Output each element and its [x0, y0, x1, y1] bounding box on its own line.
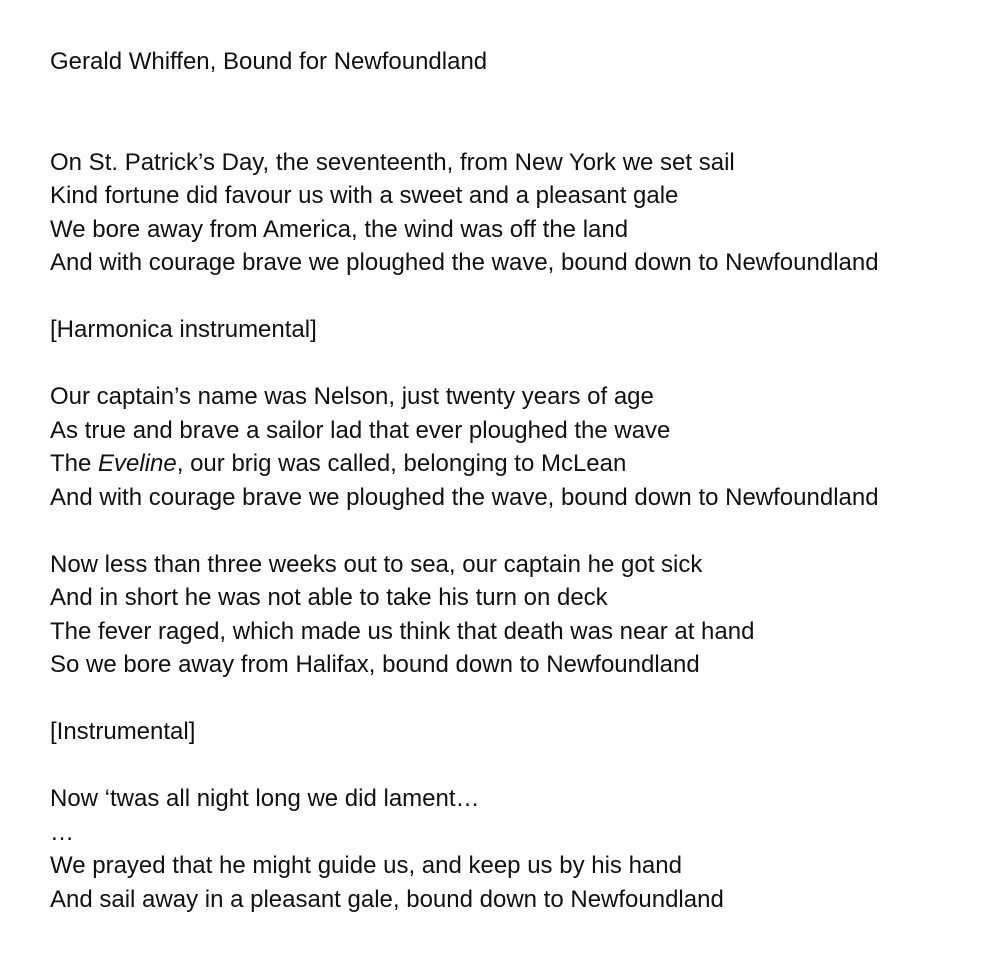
lyric-line-with-italic — [50, 447, 990, 481]
lyric-line: And with courage brave we ploughed the wave, bound down to Newfoundland — [50, 249, 879, 276]
lyric-line: Now less than three weeks out to sea, our captain he got sick — [50, 550, 703, 578]
document-title: Gerald Whiffen, Bound for Newfoundland — [50, 48, 488, 75]
stanza-2 — [50, 313, 990, 347]
stanza-5 — [50, 715, 990, 749]
stanza-spacer — [50, 514, 990, 548]
lyric-line: And with courage brave we ploughed the wave, bound down to Newfoundland — [50, 483, 879, 511]
ellipsis-line: … — [50, 818, 74, 846]
lyric-line: As true and brave a sailor lad that ever ploughed the wave — [50, 416, 671, 444]
lyric-line: Now ‘twas all night long we did lament… — [50, 785, 480, 812]
lyric-line: So we bore away from Halifax, bound down to Newfoundland — [50, 651, 700, 678]
title-spacer — [50, 79, 990, 146]
lyric-line: And in short he was not able to take his turn on deck — [50, 584, 608, 611]
lyric-line: Kind fortune did favour us with a sweet and a pleasant gale — [50, 182, 679, 209]
line-suffix: , our brig was called, belonging to McLean — [176, 450, 627, 477]
stanza-spacer — [50, 749, 990, 783]
lyric-line: The fever raged, which made us think that death was near at hand — [50, 617, 755, 645]
stanza-3 — [50, 380, 990, 514]
lyric-line: On St. Patrick’s Day, the seventeenth, from New York we set sail — [50, 148, 735, 176]
lyric-line: Our captain’s name was Nelson, just twenty years of age — [50, 383, 654, 410]
stanza-1 — [50, 146, 990, 280]
instrumental-note: [Instrumental] — [50, 718, 196, 745]
stanza-4 — [50, 548, 990, 682]
stanza-6 — [50, 782, 990, 916]
ship-name: Eveline — [98, 450, 177, 477]
lyric-line: We bore away from America, the wind was off the land — [50, 215, 629, 243]
stanza-spacer — [50, 347, 990, 381]
stanza-spacer — [50, 280, 990, 314]
instrumental-note: [Harmonica instrumental] — [50, 316, 317, 343]
stanza-spacer — [50, 682, 990, 716]
line-prefix: The — [50, 450, 99, 477]
lyrics-document — [50, 45, 990, 916]
lyric-line: We prayed that he might guide us, and keep us by his hand — [50, 852, 682, 879]
lyric-line: And sail away in a pleasant gale, bound down to Newfoundland — [50, 885, 724, 913]
